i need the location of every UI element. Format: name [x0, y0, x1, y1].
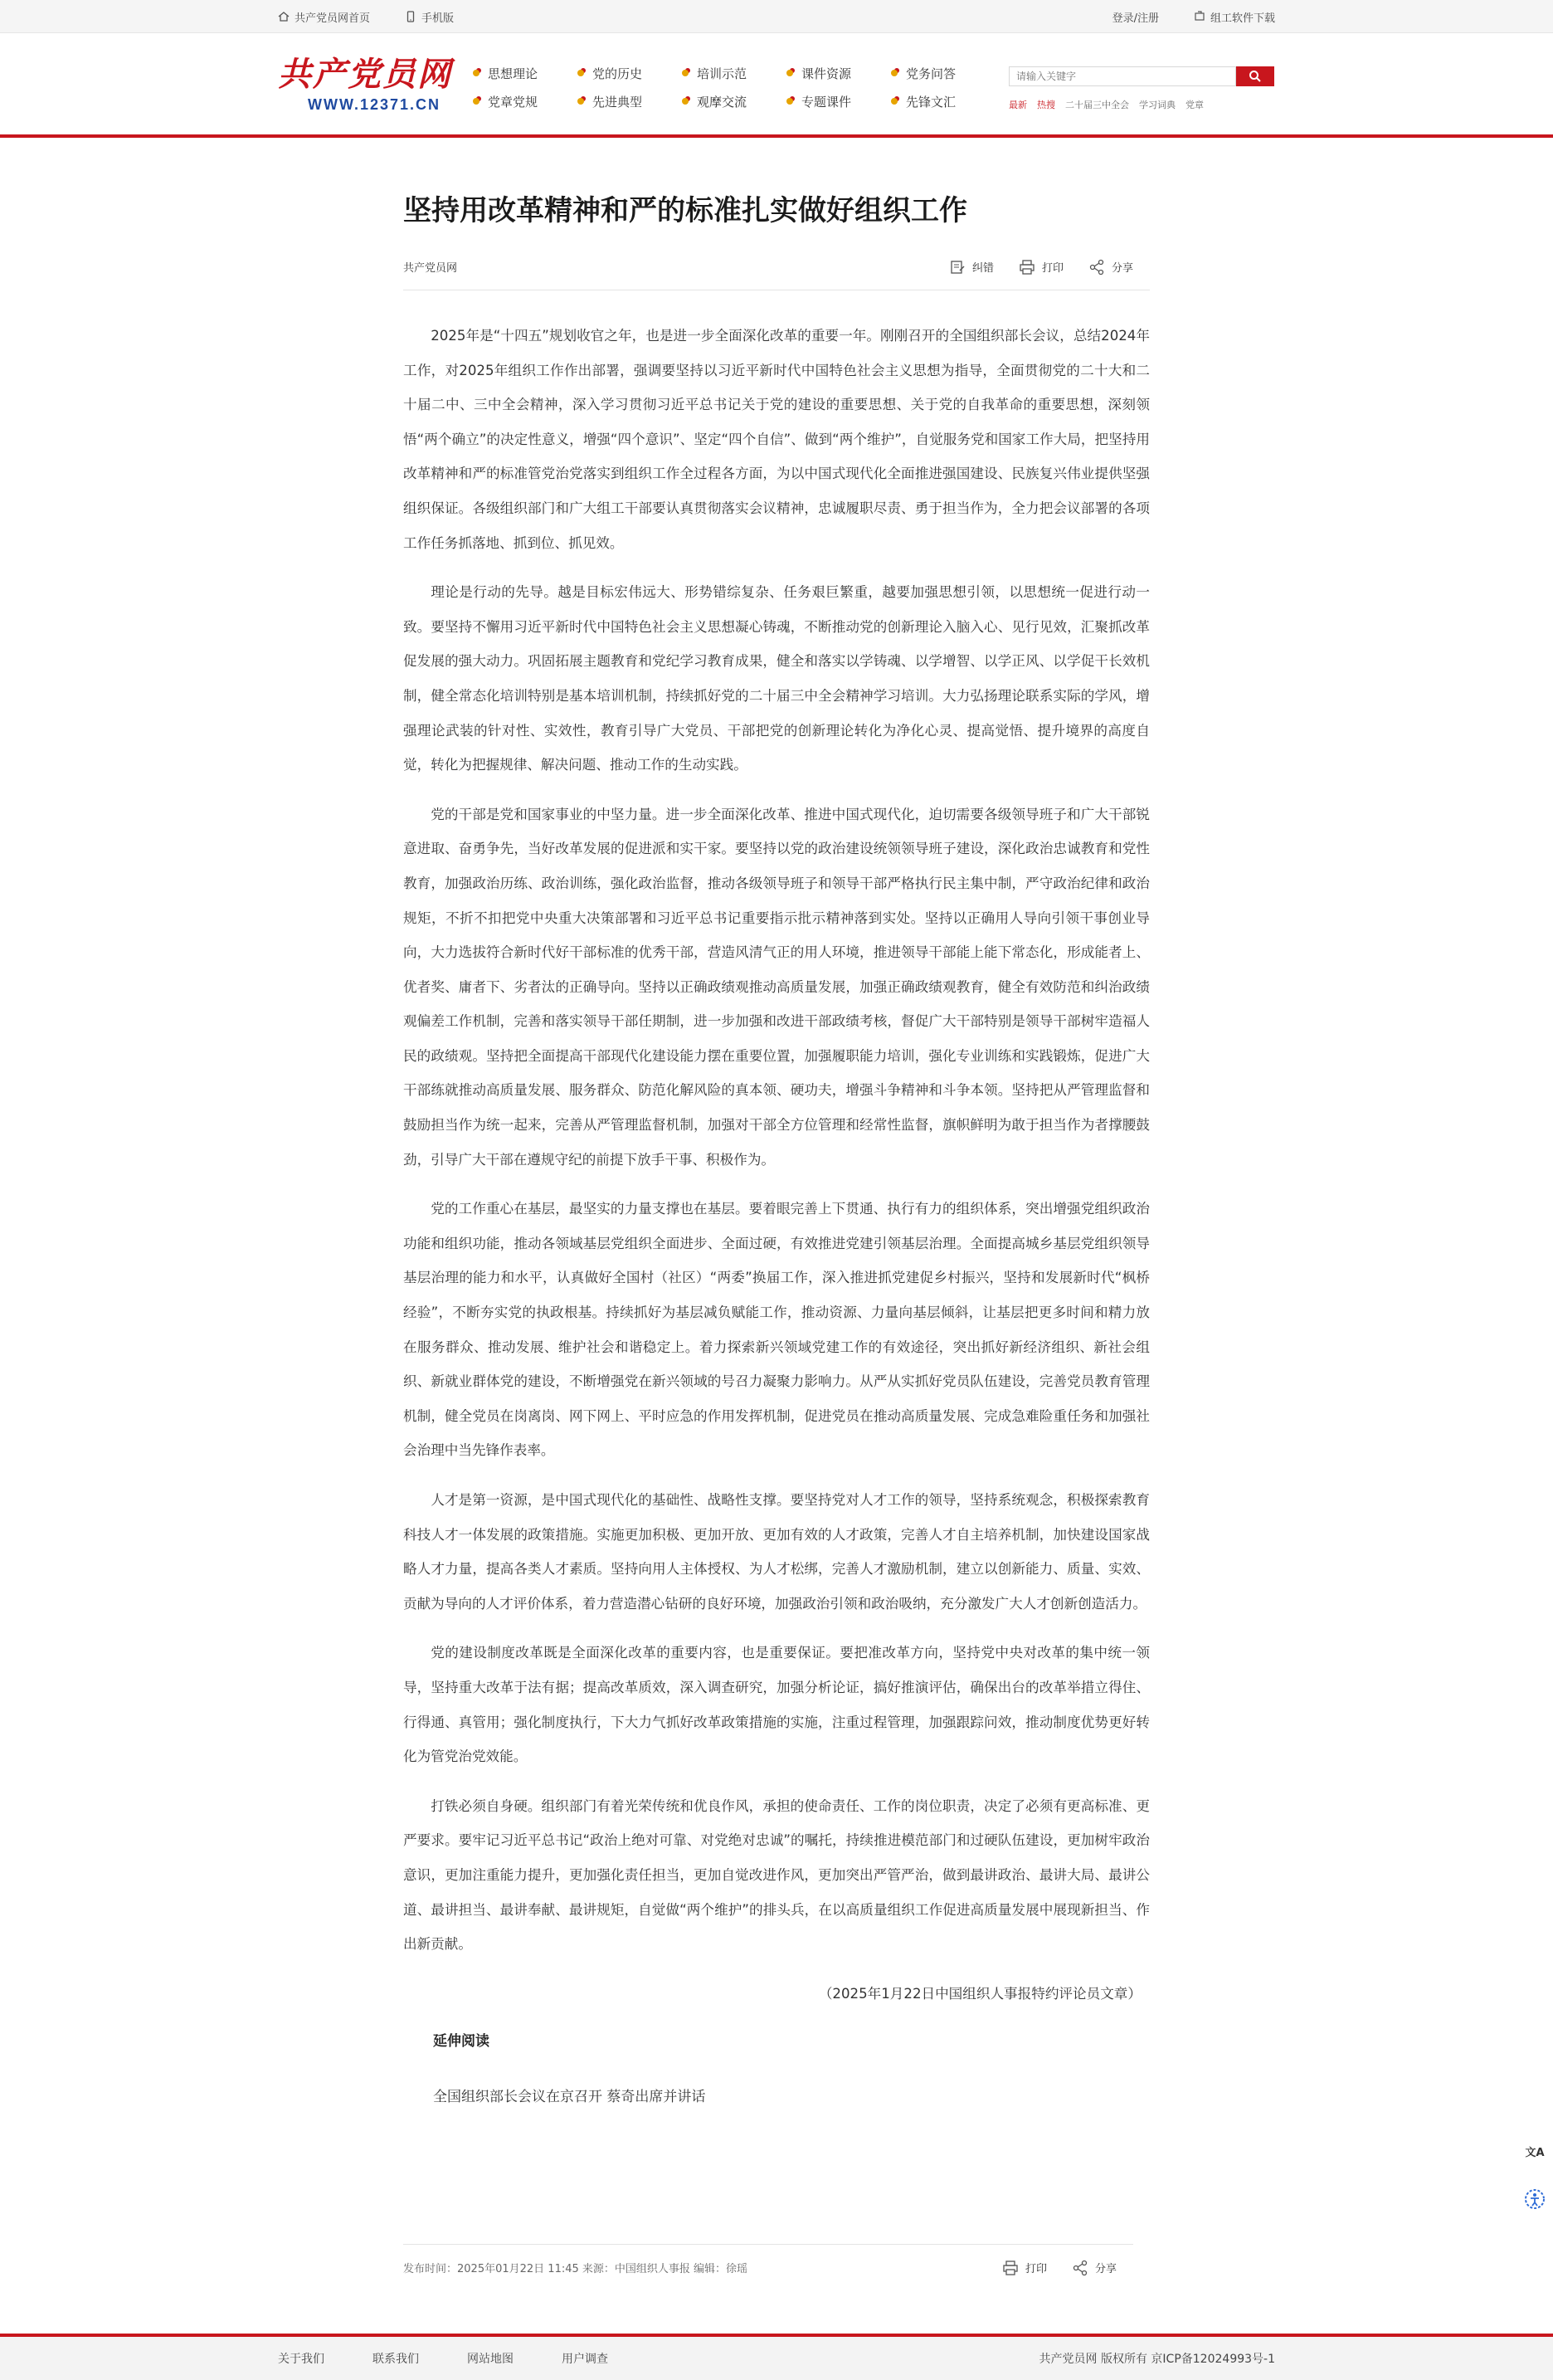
article-title: 坚持用改革精神和严的标准扎实做好组织工作 [403, 194, 967, 227]
nav-bullet-icon [786, 98, 793, 105]
search-icon [1249, 70, 1262, 83]
search-input[interactable] [1009, 66, 1236, 86]
home-link-label: 共产党员网首页 [295, 12, 371, 25]
share-icon [1088, 259, 1105, 276]
nav-item[interactable]: 课件资源 [786, 65, 891, 81]
article-source: 共产党员网 [403, 262, 458, 275]
main-nav [473, 65, 996, 110]
print-icon [1002, 2260, 1019, 2276]
search-area [1009, 66, 1274, 111]
translate-button[interactable] [1523, 2139, 1546, 2163]
download-link[interactable] [1194, 9, 1275, 25]
print-button[interactable] [1019, 259, 1064, 276]
mobile-link[interactable] [405, 9, 454, 25]
print-icon [1019, 259, 1035, 276]
nav-bullet-icon [891, 98, 898, 105]
nav-item[interactable]: 党务问答 [891, 65, 996, 81]
article-paragraph: 党的干部是党和国家事业的中坚力量。进一步全面深化改革、推进中国式现代化，迫切需要各级领导班子和广大干部锐意进取、奋勇争先，当好改革发展的促进派和实干家。要坚持以党的政治建设统领领导班子建设，深化政治忠诚教育和党性教育，加强政治历练、政治训练，强化政治监督，推动各级领导班子和领导干部严格执行民主集中制，严守政治纪律和政治规矩，不折不扣把党中央重大决策部署和习近平总书记重要指示批示精神落到实处。坚持以正确用人导向引领干事创业导向，大力选拔符合新时代好干部标准的优秀干部，营造风清气正的用人环境，推进领导干部能上能下常态化，形成能者上、优者奖、庸者下、劣者汰的正确导向。坚持以正确政绩观推动高质量发展，加强正确政绩观教育，健全有效防范和纠治政绩观偏差工作机制，完善和落实领导干部任期制，进一步加强和改进干部政绩考核，督促广大干部特别是领导干部树牢造福人民的政绩观。坚持把全面提高干部现代化建设能力摆在重要位置，加强履职能力培训，强化专业训练和实践锻炼，促进广大干部练就推动高质量发展、服务群众、防范化解风险的真本领、硬功夫，增强斗争精神和斗争本领。坚持把从严管理监督和鼓励担当作为统一起来，完善从严管理监督机制，加强对干部全方位管理和经常性监督，旗帜鲜明为敢于担当作为者撑腰鼓劲，引导广大干部在遵规守纪的前提下放手干事、积极作为。 [403, 806, 1150, 1168]
correct-button[interactable] [949, 259, 994, 276]
article-paragraph: 理论是行动的先导。越是目标宏伟远大、形势错综复杂、任务艰巨繁重，越要加强思想引领，以思想统一促进行动一致。要坚持不懈用习近平新时代中国特色社会主义思想凝心铸魂，不断推动党的创新理论入脑入心、见行见效，汇聚抓改革促发展的强大动力。巩固拓展主题教育和党纪学习教育成果，健全和落实以学铸魂、以学增智、以学正风、以学促干长效机制，健全常态化培训特别是基本培训机制，持续抓好党的二十届三中全会精神学习培训。大力弘扬理论联系实际的学风，增强理论武装的针对性、实效性，教育引导广大党员、干部把党的创新理论转化为净化心灵、提高觉悟、提升境界的高度自觉，转化为把握规律、解决问题、推动工作的生动实践。 [403, 584, 1150, 773]
hot-keyword[interactable]: 党章 [1185, 100, 1204, 110]
accessibility-icon [1524, 2188, 1546, 2210]
download-icon [1194, 11, 1205, 22]
nav-item[interactable]: 专题课件 [786, 93, 891, 110]
nav-item[interactable]: 观摩交流 [682, 93, 786, 110]
hot-keyword[interactable]: 热搜 [1037, 100, 1055, 110]
correct-label: 纠错 [971, 262, 994, 275]
article-paragraph: 2025年是“十四五”规划收官之年，也是进一步全面深化改革的重要一年。刚刚召开的全国组织部长会议，总结2024年工作，对2025年组织工作作出部署，强调要坚持以习近平新时代中国特色社会主义思想为指导，全面贯彻党的二十大和二十届二中、三中全会精神，深入学习贯彻习近平总书记关于党的建设的重要思想、关于党的自我革命的重要思想，深刻领悟“两个确立”的决定性意义，增强“四个意识”、坚定“四个自信”、做到“两个维护”，自觉服务党和国家工作大局，把坚持用改革精神和严的标准管党治党落实到组织工作全过程各方面，为以中国式现代化全面推进强国建设、民族复兴伟业提供坚强组织保证。各级组织部门和广大组工干部要认真贯彻落实会议精神，忠诚履职尽责、勇于担当作为，全力把会议部署的各项工作任务抓落地、抓到位、抓见效。 [403, 328, 1150, 551]
article-meta [403, 254, 1150, 290]
logo-name: 共产党员网 [278, 55, 452, 94]
article-bottom-tools [1002, 2260, 1117, 2276]
nav-item[interactable]: 先进典型 [577, 93, 682, 110]
nav-bullet-icon [682, 70, 689, 76]
nav-item[interactable]: 党章党规 [473, 93, 577, 110]
login-link[interactable] [1112, 9, 1159, 25]
nav-bullet-icon [891, 70, 898, 76]
nav-bullet-icon [786, 70, 793, 76]
hot-keywords [1009, 98, 1274, 111]
edit-icon [949, 259, 966, 276]
nav-bullet-icon [473, 70, 480, 76]
article-tools [949, 259, 1133, 276]
logo-url: WWW.12371.CN [308, 96, 441, 113]
publish-info: 发布时间：2025年01月22日 11:45 来源：中国组织人事报 编辑：徐瑶 [403, 2263, 748, 2275]
download-link-label: 组工软件下载 [1210, 12, 1275, 25]
nav-bullet-icon [473, 98, 480, 105]
print-label: 打印 [1041, 262, 1064, 275]
share-label: 分享 [1094, 2263, 1117, 2275]
floating-tools [1523, 2139, 1546, 2211]
article-body [403, 319, 1150, 2105]
mobile-icon [405, 11, 416, 22]
footer-link[interactable]: 联系我们 [372, 2353, 419, 2366]
article-paragraph: 打铁必须自身硬。组织部门有着光荣传统和优良作风，承担的使命责任、工作的岗位职责，决定了必须有更高标准、更严要求。要牢记习近平总书记“政治上绝对可靠、对党绝对忠诚”的嘱托，持续推进模范部门和过硬队伍建设，更加树牢政治意识，更加注重能力提升，更加强化责任担当，更加自觉改进作风，更加突出严管严治，做到最讲政治、最讲大局、最讲公道、最讲担当、最讲奉献、最讲规矩，自觉做“两个维护”的排头兵，在以高质量组织工作促进高质量发展中展现新担当、作出新贡献。 [403, 1797, 1150, 1953]
extended-reading-link[interactable]: 全国组织部长会议在京召开 蔡奇出席并讲话 [433, 2089, 706, 2106]
nav-bullet-icon [577, 98, 584, 105]
share-button[interactable] [1088, 259, 1133, 276]
share-label: 分享 [1111, 262, 1133, 275]
copyright: 共产党员网 版权所有 京ICP备12024993号-1 [1039, 2353, 1275, 2366]
print-label: 打印 [1025, 2263, 1047, 2275]
footer-link[interactable]: 关于我们 [278, 2353, 324, 2366]
login-link-label: 登录/注册 [1112, 12, 1159, 25]
article-footer-meta [403, 2244, 1133, 2285]
nav-item[interactable]: 培训示范 [682, 65, 786, 81]
site-logo[interactable] [278, 55, 452, 121]
footer-links [278, 2350, 608, 2367]
search-button[interactable] [1236, 66, 1274, 86]
extended-reading-title: 延伸阅读 [433, 2033, 489, 2051]
nav-bullet-icon [577, 70, 584, 76]
footer-link[interactable]: 用户调查 [562, 2353, 608, 2366]
hot-keyword[interactable]: 最新 [1009, 100, 1027, 110]
home-link[interactable] [278, 9, 370, 25]
home-icon [278, 11, 290, 22]
article-signature: （2025年1月22日中国组织人事报特约评论员文章） [818, 1985, 1142, 2002]
nav-item[interactable]: 先锋文汇 [891, 93, 996, 110]
site-footer [0, 2334, 1553, 2380]
share-icon [1072, 2260, 1088, 2276]
top-bar [0, 0, 1553, 33]
article-paragraph: 党的工作重心在基层，最坚实的力量支撑也在基层。要着眼完善上下贯通、执行有力的组织体系，突出增强党组织政治功能和组织功能，推动各领域基层党组织全面进步、全面过硬，有效推进党建引领基层治理。全面提高城乡基层党组织领导基层治理的能力和水平，认真做好全国村（社区）“两委”换届工作，深入推进抓党建促乡村振兴，坚持和发展新时代“枫桥经验”，不断夯实党的执政根基。持续抓好为基层减负赋能工作，推动资源、力量向基层倾斜，让基层把更多时间和精力放在服务群众、推动发展、维护社会和谐稳定上。着力探索新兴领域党建工作的有效途径，突出抓好新经济组织、新社会组织、新就业群体党的建设，不断增强党在新兴领域的号召力凝聚力影响力。从严从实抓好党员队伍建设，完善党员教育管理机制，健全党员在岗离岗、网下网上、平时应急的作用发挥机制，促进党员在推动高质量发展、完成急难险重任务和加强社会治理中当先锋作表率。 [403, 1201, 1150, 1459]
hot-keyword[interactable]: 二十届三中全会 [1065, 100, 1129, 110]
footer-link[interactable]: 网站地图 [467, 2353, 514, 2366]
article-paragraph: 党的建设制度改革既是全面深化改革的重要内容，也是重要保证。要把准改革方向，坚持党中央对改革的集中统一领导，坚持重大改革于法有据；提高改革质效，深入调查研究，加强分析论证，搞好推演评估，确保出台的改革举措立得住、行得通、真管用；强化制度执行，下大力气抓好改革政策措施的实施，注重过程管理，加强跟踪问效，推动制度优势更好转化为管党治党效能。 [403, 1645, 1150, 1765]
print-button-bottom[interactable] [1002, 2260, 1047, 2276]
nav-item[interactable]: 思想理论 [473, 65, 577, 81]
hot-keyword[interactable]: 学习词典 [1139, 100, 1176, 110]
mobile-link-label: 手机版 [421, 12, 455, 25]
article [403, 138, 1150, 2105]
article-paragraph: 人才是第一资源，是中国式现代化的基础性、战略性支撑。要坚持党对人才工作的领导，坚持系统观念，积极探索教育科技人才一体发展的政策措施。实施更加积极、更加开放、更加有效的人才政策，完善人才自主培养机制，加快建设国家战略人才力量，提高各类人才素质。坚持向用人主体授权、为人才松绑，完善人才激励机制，建立以创新能力、质量、实效、贡献为导向的人才评价体系，着力营造潜心钻研的良好环境，加强政治引领和政治吸纳，充分激发广大人才创新创造活力。 [403, 1492, 1150, 1612]
accessibility-button[interactable] [1523, 2187, 1546, 2211]
share-button-bottom[interactable] [1072, 2260, 1117, 2276]
translate-icon: 文A [1525, 2146, 1545, 2159]
nav-bullet-icon [682, 98, 689, 105]
site-header [0, 33, 1553, 138]
nav-item[interactable]: 党的历史 [577, 65, 682, 81]
